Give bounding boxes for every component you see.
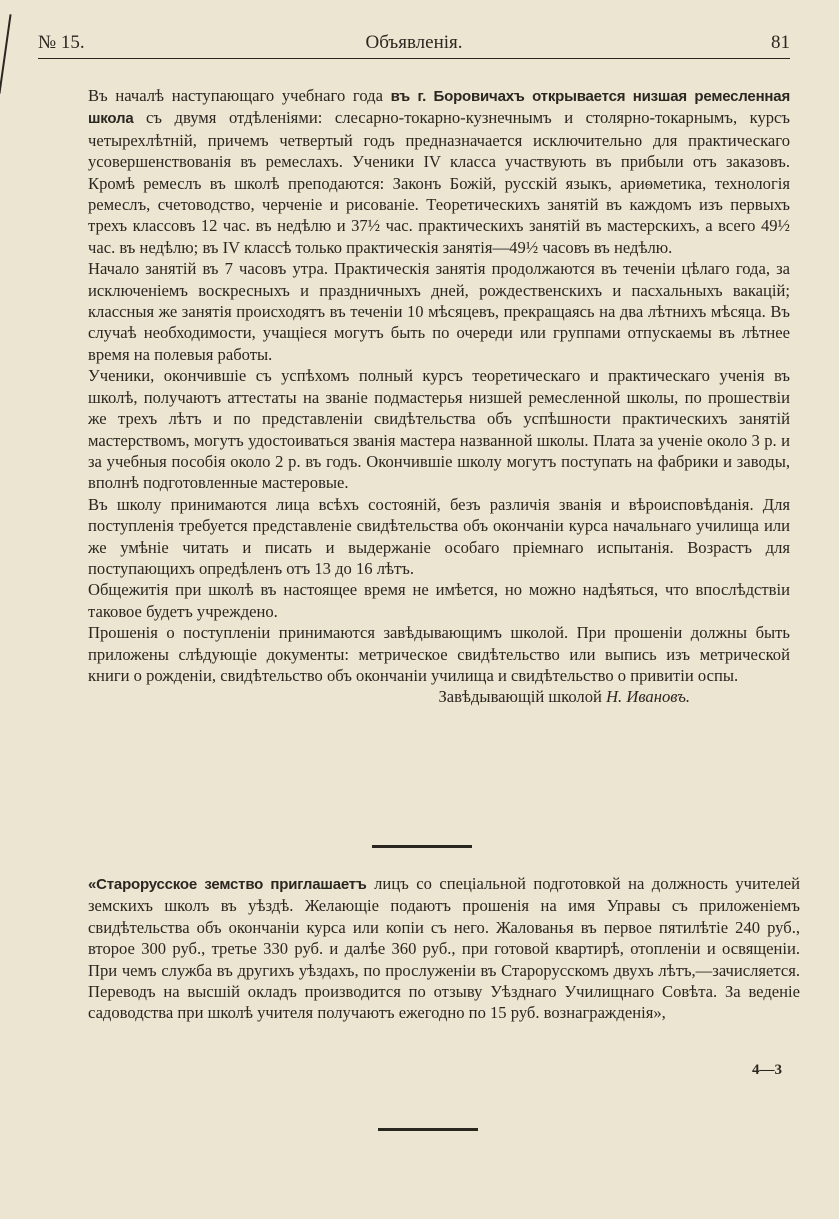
separator-rule [372, 845, 472, 848]
paragraph-1-intro: Въ началѣ наступающаго учебнаго года [88, 86, 383, 105]
ad-paragraph [88, 873, 800, 1024]
paragraph-3: Ученики, окончившіе съ успѣхомъ полный курсъ теоретическаго и практическаго ученія въ школѣ, получаютъ аттестаты на званіе подмастерья низшей ремесленной школы, по прошествіи же трехъ лѣтъ и по представленіи свидѣтельства объ успѣшности практическихъ занятій мастерствомъ, могутъ удостоиваться званія мастера названной школы. Плата за ученіе около 3 р. и за учебныя пособія около 2 р. въ годъ. Окончившіе школу могутъ поступать на фабрики и заводы, вполнѣ подготовленные мастеровые. [88, 366, 790, 493]
signature [88, 686, 790, 707]
issue-number: № 15. [38, 32, 85, 53]
ad-rest: лицъ со спеціальной подготовкой на должность учителей земскихъ школъ въ уѣздѣ. Желающіе подаютъ прошенія на имя Управы съ приложеніемъ свидѣтельства объ окончаніи курса или копіи съ него. Жалованья въ первое пятилѣтіе 240 руб., второе 300 руб., третье 330 руб. и далѣе 360 руб., при готовой квартирѣ, отопленіи и освященіи. При чемъ служба въ другихъ уѣздахъ, по прослуженіи въ Старорусскомъ двухъ лѣтъ,—зачисляется. Переводъ на высшій окладъ производится по отзыву Уѣзднаго Училищнаго Совѣта. За веденіе садоводства при школѣ учителя получаютъ ежегодно по 15 руб. вознагражденія», [88, 874, 800, 1023]
page-number: 81 [771, 32, 790, 53]
signature-label: Завѣдывающій школой [438, 687, 602, 707]
paragraph-2: Начало занятій въ 7 часовъ утра. Практическія занятія продолжаются въ теченіи цѣлаго года, за исключеніемъ воскресныхъ и праздничныхъ дней, рождественскихъ и пасхальныхъ вакацій; классныя же занятія происходятъ въ теченіи 10 мѣсяцевъ, прекращаясь на два лѣтнихъ мѣсяца. Въ случаѣ необходимости, учащіеся могутъ быть по очереди или группами отпускаемы въ лѣтнее время на полевыя работы. [88, 259, 790, 364]
ad-bold: «Старорусское земство приглашаетъ [88, 876, 367, 893]
paragraph-5: Общежитія при школѣ въ настоящее время не имѣется, но можно надѣяться, что впослѣдствіи таковое будетъ учреждено. [88, 580, 790, 621]
zemstvo-announcement [88, 873, 800, 1024]
insertion-code: 4—3 [752, 1062, 782, 1078]
paragraph-1-rest: съ двумя отдѣленіями: слесарно-токарно-кузнечнымъ и столярно-токарнымъ, курсъ четырехлѣтній, причемъ четвертый годъ предназначается исключительно для практическаго усовершенствованія въ ремеслахъ. Ученики IV класса участвують въ прибыли отъ заказовъ. Кромѣ ремеслъ въ школѣ преподаются: Законъ Божій, русскій языкъ, ариѳметика, технологія ремеслъ, счетоводство, черченіе и рисованіе. Теоретическихъ занятій въ каждомъ изъ первыхъ трехъ классовъ 12 час. въ недѣлю и 37½ час. практическихъ занятій въ мастерскихъ, а всего 49½ час. въ недѣлю; въ IV классѣ только практическія занятія—49½ часовъ въ недѣлю. [88, 108, 790, 257]
school-announcement [88, 85, 790, 708]
signature-name: Н. Ивановъ. [606, 687, 690, 707]
paragraph-1-bold: въ г. Боровичахъ открывается низшая ремесленная школа [88, 88, 790, 128]
paragraph-4: Въ школу принимаются лица всѣхъ состояній, безъ различія званія и вѣроисповѣданія. Для поступленія требуется представленіе свидѣтельства объ окончаніи курса начальнаго училища или же умѣніе читать и писать и выдержаніе особаго пріемнаго испытанія. Возрастъ для поступающихъ опредѣленъ отъ 13 до 16 лѣтъ. [88, 494, 790, 578]
separator-rule-bottom [378, 1128, 478, 1131]
section-title: Объявленія. [365, 32, 463, 53]
page-edge-mark [0, 14, 12, 93]
running-header [38, 30, 790, 59]
paragraph-6: Прошенія о поступленіи принимаются завѣдывающимъ школой. При прошеніи должны быть приложены слѣдующіе документы: метрическое свидѣтельство или выпись изъ метрической книги о рожденіи, свидѣтельство объ окончаніи училища и свидѣтельство о привитіи оспы. [88, 623, 790, 685]
paragraph-1 [88, 85, 790, 258]
